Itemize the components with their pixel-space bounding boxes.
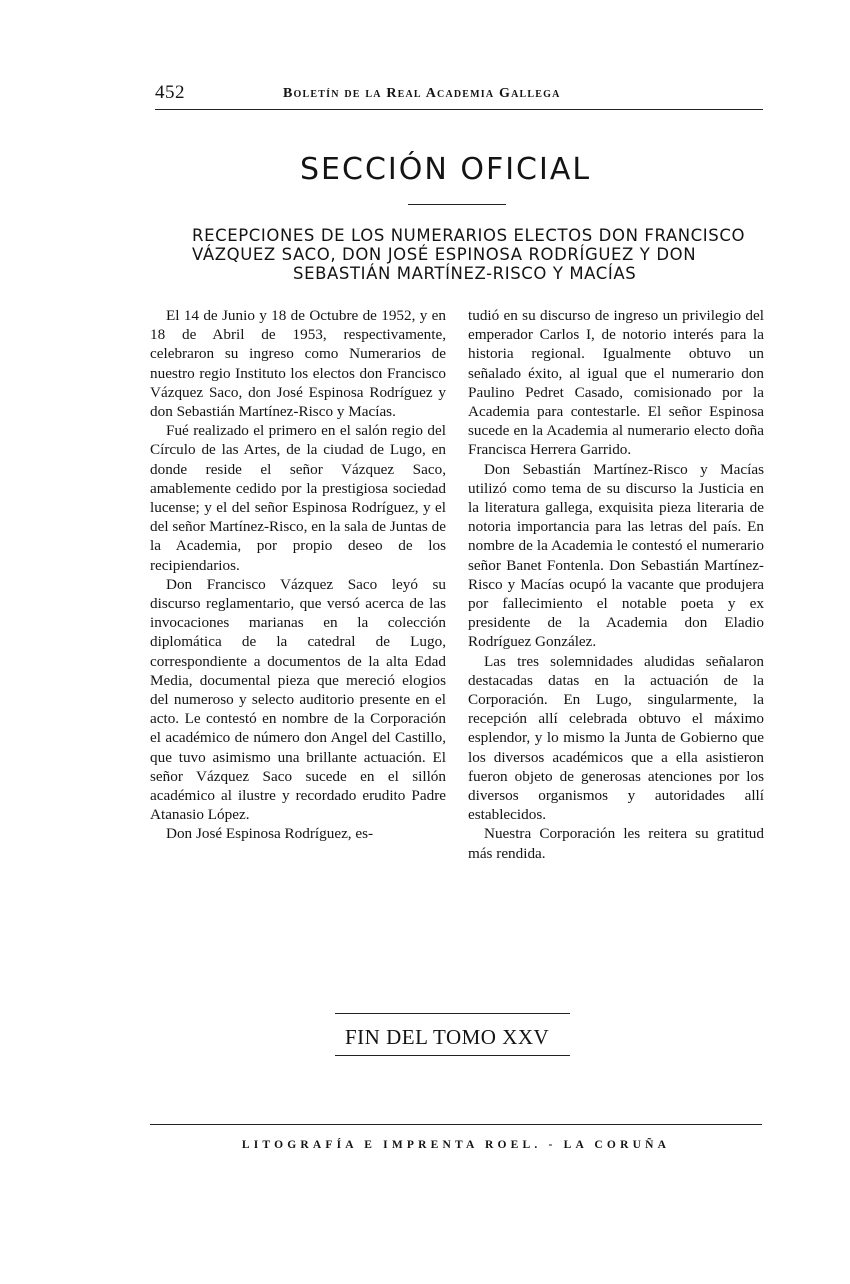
paragraph: El 14 de Junio y 18 de Octubre de 1952, y en 18 de Abril de 1953, respectivamente, celebraron su ingreso como Numerarios de nuestro regio Instituto los electos don Francisco Vázquez Saco, don José Espinosa Rodríguez y don Sebastián Martínez-Risco y Macías. [150, 307, 446, 421]
end-of-volume: FIN DEL TOMO XXV [345, 1025, 550, 1049]
subtitle-line: SEBASTIÁN MARTÍNEZ-RISCO Y MACÍAS [293, 264, 637, 283]
paragraph: Las tres solemnidades aludidas señalaron destacadas datas en la actuación de la Corporación. En Lugo, singularmente, la recepción allí celebrada obtuvo el máximo esplendor, y lo mismo la Junta de Gobierno que los diversos académicos que a ella asistieron fueron objeto de generosas atenciones por los diversos organismos y autoridades allí establecidos. [468, 652, 764, 824]
page-header [155, 82, 765, 110]
paragraph: Fué realizado el primero en el salón regio del Círculo de las Artes, de la ciudad de Lugo, en donde reside el señor Vázquez Saco, amablemente cedido por la prestigiosa sociedad lucense; y el del señor Espinosa Rodríguez, y el del señor Martínez-Risco, en la sala de Juntas de la Academia, por propio deseo de los recipiendarios. [150, 422, 446, 574]
header-rule [155, 109, 763, 110]
end-rule-bottom [335, 1055, 570, 1056]
section-title: SECCIÓN OFICIAL [300, 152, 592, 187]
subtitle-line: VÁZQUEZ SACO, DON JOSÉ ESPINOSA RODRÍGUEZ Y DON [192, 245, 697, 264]
paragraph: Don Francisco Vázquez Saco leyó su discurso reglamentario, que versó acerca de las invocaciones marianas en la colección diplomática de la catedral de Lugo, correspondiente a documentos de la alta Edad Media, documental pieza que mereció elogios del numeroso y selecto auditorio presente en el acto. Le contestó en nombre de la Corporación el académico de número don Angel del Castillo, que tuvo asimismo una brillante actuación. El señor Vázquez Saco sucede en el sillón académico al ilustre y recordado erudito Padre Atanasio López. [150, 575, 446, 824]
footer-rule [150, 1124, 762, 1125]
printer-imprint: LITOGRAFÍA E IMPRENTA ROEL. - LA CORUÑA [241, 1139, 671, 1151]
paragraph: tudió en su discurso de ingreso un privilegio del emperador Carlos I, de notorio interés para la historia regional. Igualmente obtuvo un señalado éxito, al igual que el numerario don Paulino Pedret Casado, comisionado por la Academia para contestarle. El señor Espinosa sucede en la Academia al numerario electo doña Francisca Herrera Garrido. [468, 307, 764, 459]
paragraph: Nuestra Corporación les reitera su gratitud más rendida. [468, 825, 764, 862]
subtitle-line: RECEPCIONES DE LOS NUMERARIOS ELECTOS DON FRANCISCO [192, 226, 746, 245]
page-number: 452 [155, 82, 185, 103]
running-title: Boletín de la Real Academia Gallega [283, 86, 561, 101]
paragraph: Don Sebastián Martínez-Risco y Macías utilizó como tema de su discurso la Justicia en la literatura gallega, exquisita pieza literaria de notoria importancia para las letras del país. En nombre de la Academia le contestó el numerario señor Banet Fontenla. Don Sebastián Martínez-Risco y Macías ocupó la vacante que produjera por fallecimiento el notable poeta y ex presidente de la Academia don Eladio Rodríguez González. [468, 460, 764, 651]
end-rule-top [335, 1013, 570, 1014]
section-subtitle [185, 226, 746, 283]
title-underline [408, 204, 506, 205]
paragraph: Don José Espinosa Rodríguez, es- [166, 825, 374, 843]
left-column [150, 306, 446, 844]
right-column [468, 306, 764, 863]
